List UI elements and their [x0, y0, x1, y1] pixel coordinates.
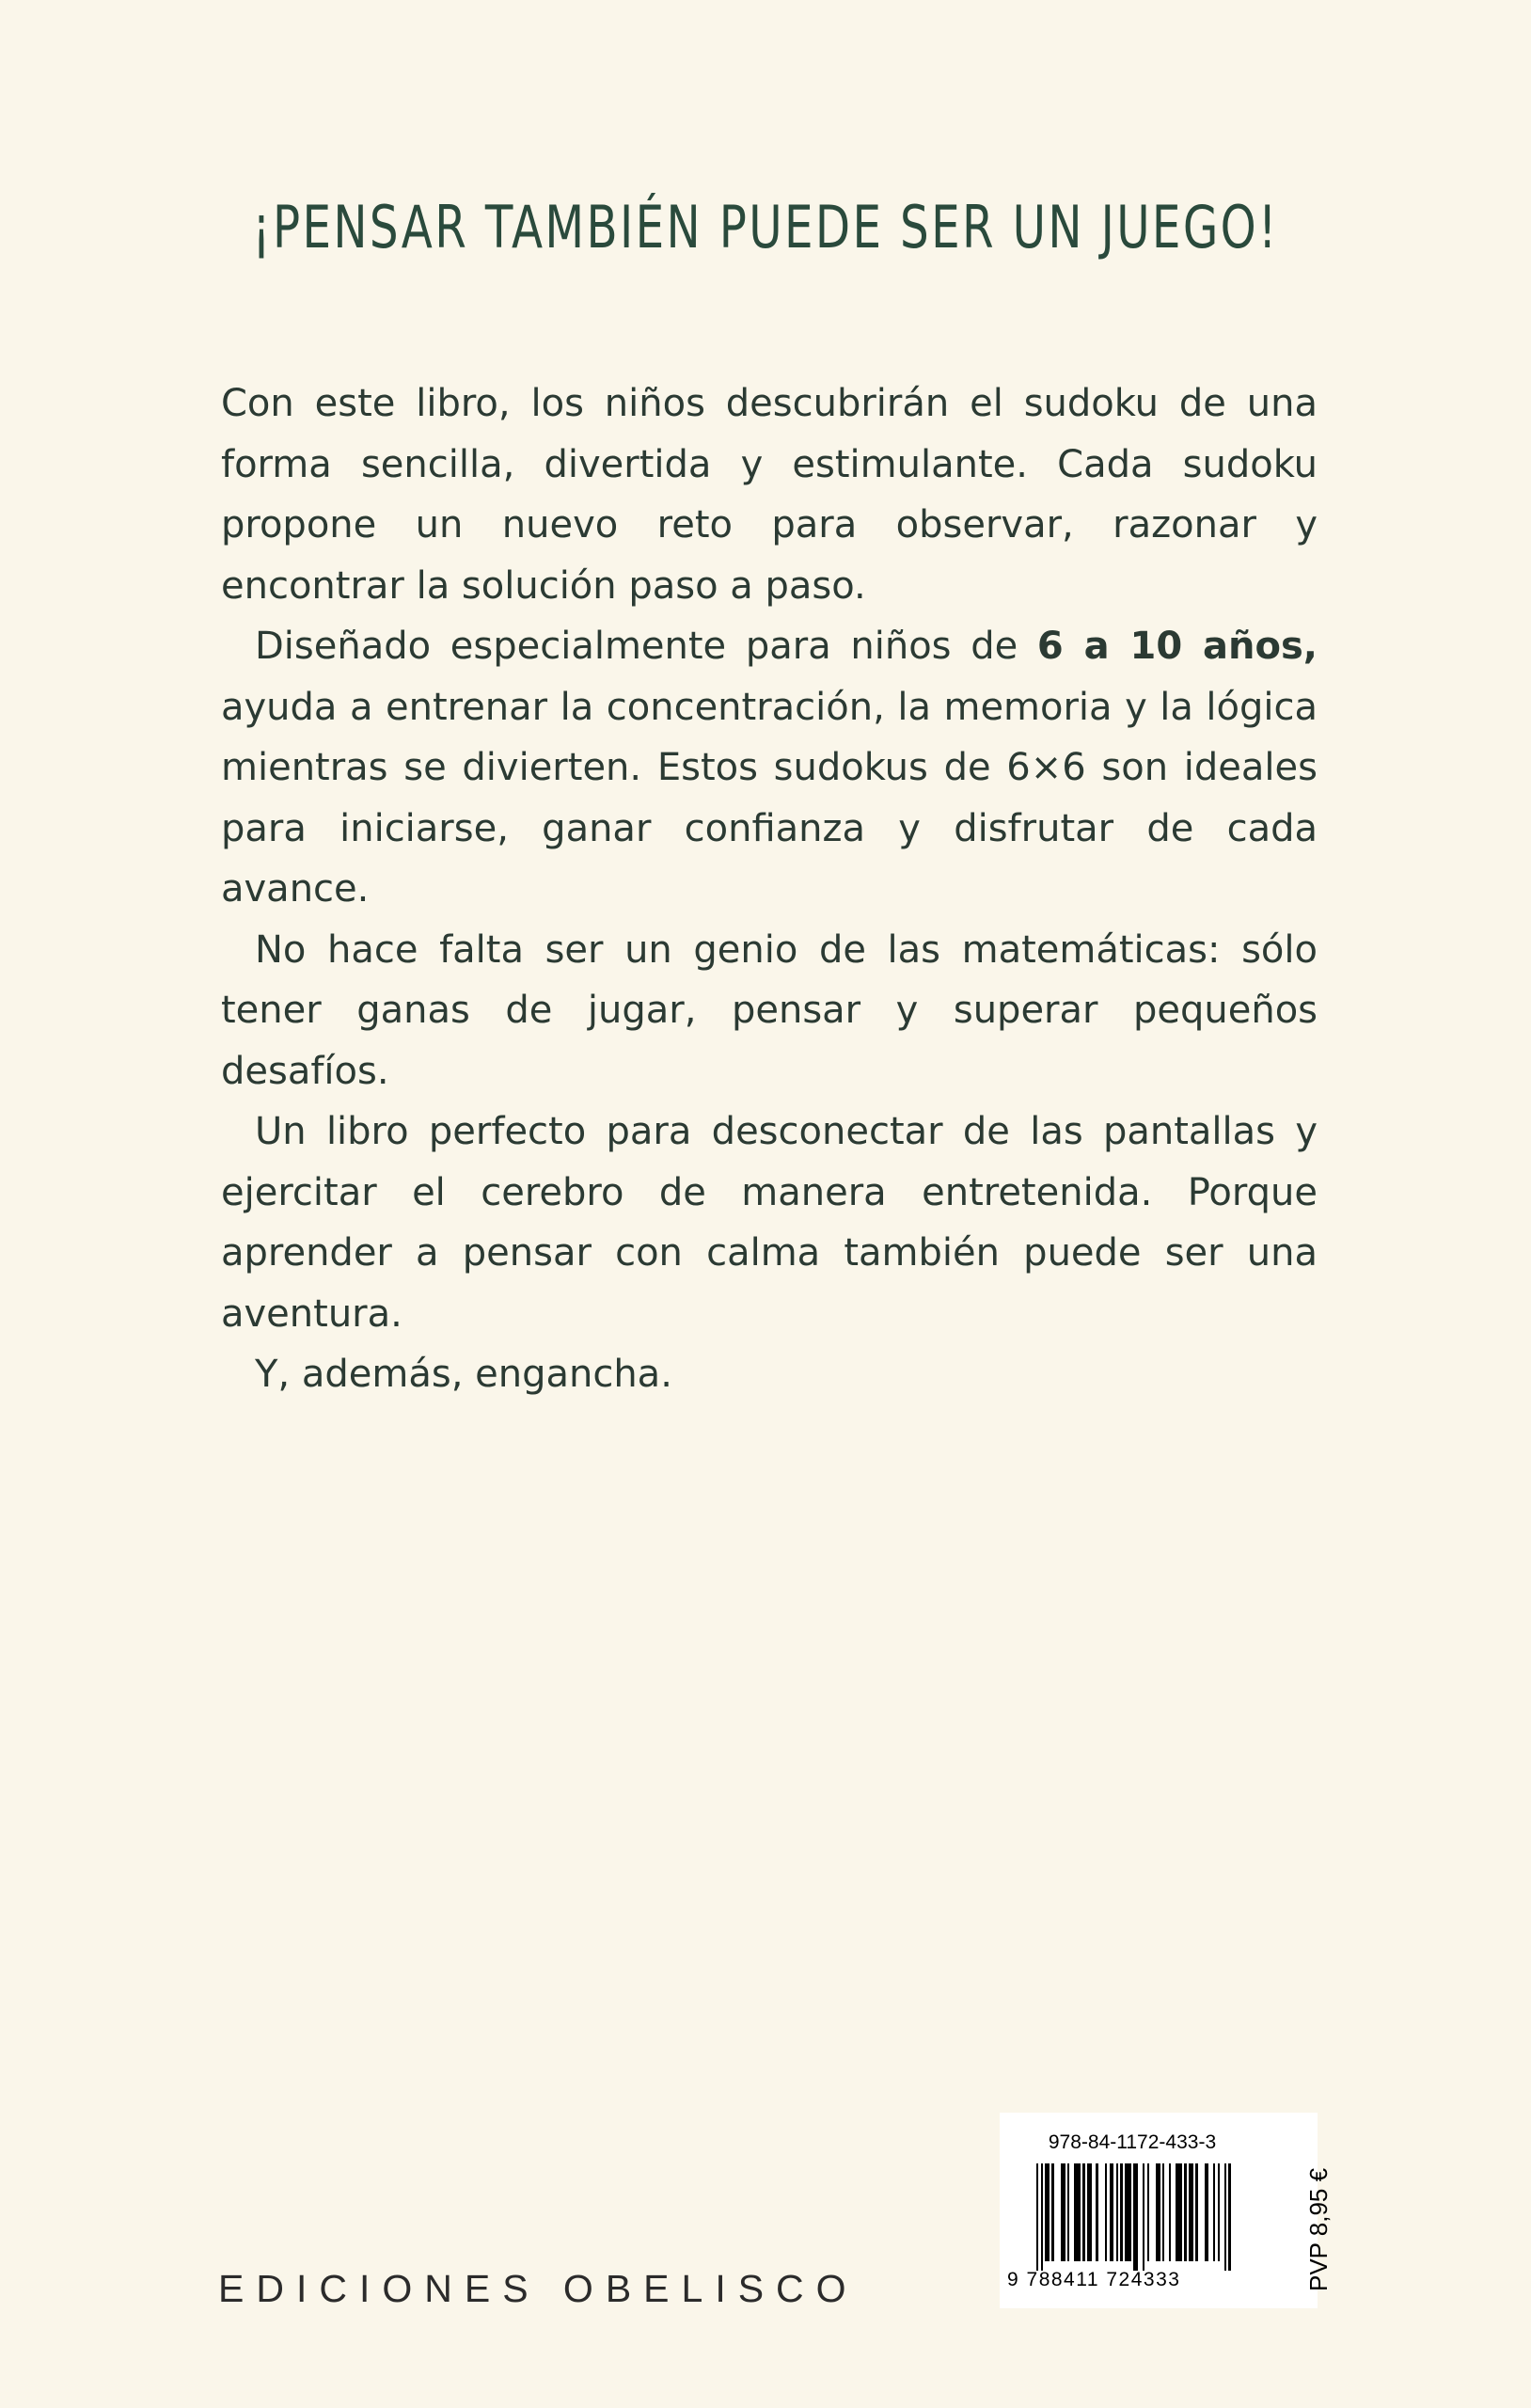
isbn-text: 978-84-1172-433-3 [1048, 2131, 1217, 2153]
paragraph-1: Con este libro, los niños descubrirán el sudoku de una forma sencilla, divertida y estimulante. Cada sudoku propone un nuevo reto para observar, razonar y encontrar la solución paso a paso. [221, 382, 1318, 608]
barcode-bar [1061, 2163, 1065, 2261]
publisher-name: EDICIONES OBELISCO [218, 2267, 859, 2310]
barcode-bar [1036, 2163, 1038, 2271]
barcode-bar [1087, 2163, 1092, 2261]
barcode-bars [1036, 2163, 1245, 2271]
barcode-bar [1205, 2163, 1209, 2261]
barcode-bar [1110, 2163, 1114, 2261]
barcode-box [1000, 2113, 1333, 2308]
barcode-bar [1045, 2163, 1050, 2261]
barcode-bar [1041, 2163, 1043, 2271]
barcode-bar [1051, 2163, 1053, 2261]
barcode-bar [1162, 2163, 1164, 2261]
paragraph-5: Y, además, engancha. [255, 1353, 672, 1396]
barcode-bar [1176, 2163, 1182, 2261]
price-label: PVP 8,95 € [1304, 2167, 1333, 2291]
barcode-bar [1213, 2163, 1215, 2261]
barcode-bar [1125, 2163, 1131, 2261]
barcode-digits: 9 788411 724333 [1007, 2269, 1181, 2290]
barcode-bar [1224, 2163, 1226, 2271]
paragraph-2 [221, 616, 1318, 920]
paragraph-4: Un libro perfecto para desconectar de las pantallas y ejercitar el cerebro de manera entretenida. Porque aprender a pensar con calma también puede ser una aventura. [221, 1110, 1318, 1336]
barcode-bar [1105, 2163, 1107, 2261]
barcode-bar [1120, 2163, 1122, 2261]
barcode-bar [1133, 2163, 1138, 2271]
barcode-bar [1218, 2163, 1220, 2261]
description [221, 373, 1318, 1405]
barcode-bar [1143, 2163, 1144, 2271]
barcode-bar [1074, 2163, 1081, 2261]
paragraph-3: No hace falta ser un genio de las matemáticas: sólo tener ganas de jugar, pensar y superar pequeños desafíos. [221, 927, 1318, 1093]
barcode-bar [1156, 2163, 1160, 2261]
headline: ¡PENSAR TAMBIÉN PUEDE SER UN JUEGO! [252, 193, 1279, 261]
barcode-bar [1082, 2163, 1084, 2261]
barcode-bar [1184, 2163, 1186, 2261]
barcode-bar [1169, 2163, 1171, 2261]
paragraph-2-start: Diseñado especialmente para niños de [255, 625, 1037, 668]
barcode-bar [1116, 2163, 1118, 2261]
barcode-bar [1147, 2163, 1149, 2261]
barcode-bar [1067, 2163, 1069, 2261]
barcode-bar [1189, 2163, 1193, 2261]
barcode-bar [1228, 2163, 1230, 2271]
barcode-bar [1195, 2163, 1197, 2261]
barcode-bar [1096, 2163, 1097, 2261]
age-range: 6 a 10 años, [1036, 625, 1318, 668]
paragraph-2-end: ayuda a entrenar la concentración, la memoria y la lógica mientras se divierten. Estos sudokus de 6×6 son ideales para iniciarse, ganar confianza y disfrutar de cada avance. [221, 685, 1318, 911]
